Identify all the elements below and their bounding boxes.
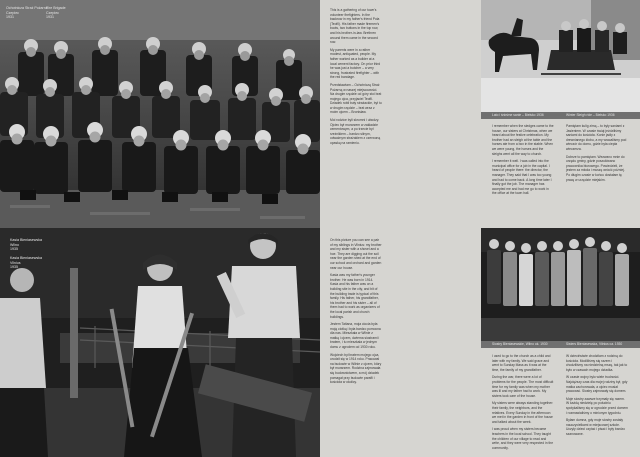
- siblings-caption-pl: [10, 238, 42, 252]
- paragraph: Dobrze to pamiętam. Wezwano mnie do urzędu gminy, gdzie poszukiwano pracownika biurowego. Powiedzieli, że jestem za młoda i muszę wrócić później. Po długim czasie w końcu dostałam tę pracę w urzędzie miejskim.: [566, 154, 625, 182]
- siblings-caption-en: [10, 256, 42, 270]
- paragraph: W dzieciństwie chodziłam z rodziną do kościoła. Modliliśmy się razem i chodziliśmy na niedzielną mszę, tak jak to było w czasach mojego dziadka.: [566, 354, 628, 372]
- sisters-caption-pl: Siostry Bieniasewskie, Wilno ok. 1930: [492, 342, 548, 346]
- paragraph: Przedstawiam – Ochotniczą Straż Pożarną w naszej miejscowości. Na drugim rzędzie od góry stoi brat mojego ojca, przyjaciel Teofil. Dziadek robił buty strażackie, był tu w drugim rzędzie – brat wraz z moim ojcem – Bronisław.: [330, 82, 382, 115]
- paragraph: I remember when the sledges came to the house, our sisters at Christmas, when we heard about the festive celebration. My brother had an sleigh at the table and the horses ate from a box in the stable. When we were young, the horses and the sleighs went all the way to church.: [492, 124, 554, 156]
- paragraph: My parents were in a rather modest, antiquated, people. My father worked as a builder at a local cement factory. On prior third he was just a butcher – a very strong, frustrated firefighter – with the red bandage.: [330, 47, 381, 80]
- fire-brigade-photo-graphic: [0, 0, 320, 228]
- middle-column-bottom: [330, 238, 382, 388]
- caption-line: 1935: [10, 265, 18, 270]
- caption-line: Wilno: [10, 242, 19, 247]
- paragraph: Kasia was my father's younger brother. He was born in 1914. Kasia and his father was on a building site in the city, and bit of the building trade is typical of this family. His father, his grandfather, his brother and his sister – all of them had to work as organizers of the local parish and church buildings.: [330, 273, 380, 319]
- caption-line: 1931: [6, 15, 14, 20]
- paragraph: Moi rodzice byli skromni i ubodzy. Ojciec był murarzem w zakładzie cementowym, a po trzecie był rzeźnikiem – bardzo silnym, odważnym strażakiem z czerwoną opaską na ramieniu.: [330, 118, 381, 146]
- paragraph: Jestem Tatiana, moja ciocia była moją ciotką i była bardzo pomocna dla nas. Mieszkała w Wilnie z matką i ojcem, dwiema siostrami i bratem, i tu mieszkała w jednym domu z ogrodem od 1930 roku.: [330, 322, 381, 350]
- paragraph: Pamiętam kulig zimą – to były saniami z Jasieniem. W czasie świąt jeździliśmy saniami do kościoła. Konie jadły z drewnianego żłobu, a my wracaliśmy pod wieczór do domu, gdzie była ciepła wieczerza.: [566, 124, 627, 151]
- right-column-en-bottom: [492, 354, 554, 453]
- caption-line: Fire Brigade: [46, 6, 66, 10]
- sisters-photo: [481, 228, 640, 341]
- caption-line: Czepiec: [6, 10, 19, 15]
- right-column-pl-top: [566, 124, 628, 185]
- caption-line: Kasia Bieniasewska: [10, 256, 42, 260]
- paragraph: During the war, there were a lot of problems for the people. The most difficult time for my family was when my mother was ill and my father had to work. My sisters took care of the house.: [492, 375, 554, 398]
- paragraph: I used to go to the church as a child and later with my family. We said grace and went to Sunday Mass as it was at the time, the family of my grandfather.: [492, 354, 551, 372]
- fire-brigade-caption-en: [46, 6, 66, 20]
- paragraph: On this picture you can see a pair of my siblings in Vilnius: my brother and my sister with a shovel and a hoe. They are digging out the soil near the garden shed at the end of our school and orchard and garden near our house.: [330, 238, 382, 270]
- paragraph: Byłam dumna, gdy moje siostry zostały nauczycielkami w miejscowej szkole. Uczyły dzieci czytać i pisać i były bardzo szanowane.: [566, 418, 625, 436]
- caption-line: Vilnius: [10, 260, 21, 265]
- sleigh-caption-pl: Lato i śnieżne sanie – Bielsko 1936: [492, 113, 544, 117]
- caption-line: Czepiec: [46, 10, 59, 15]
- caption-line: Kasia Bieniasewska: [10, 238, 42, 242]
- right-column-en-top: [492, 124, 554, 199]
- siblings-photo: [0, 228, 320, 457]
- paragraph: Moje siostry zawsze trzymały się razem. W każdą niedzielę po południu spotykaliśmy się w ogrodzie przed domem i rozmawialiśmy o minionym tygodniu.: [566, 396, 628, 415]
- sleigh-photo-graphic: [481, 0, 640, 112]
- fire-brigade-caption-pl: [6, 6, 48, 20]
- paragraph: My sisters were always standing together: their family, the neighbors, and the relatives. Every Sunday in the afternoon we met in the garden in front of the house and talked about the week.: [492, 401, 554, 424]
- caption-line: Ochotnicza Straż Pożarna: [6, 6, 48, 10]
- paragraph: W czasie wojny było wiele trudności. Najcięższy czas dla mojej rodziny był, gdy matka zachorowała, a ojciec musiał pracować. Siostry zajmowały się domem.: [566, 375, 628, 394]
- sleigh-photo: [481, 0, 640, 112]
- right-column-pl-bottom: [566, 354, 628, 440]
- sisters-photo-graphic: [481, 228, 640, 341]
- sleigh-caption-en: Winter Sleigh ride – Bielsko 1936: [566, 113, 615, 117]
- paragraph: Wojciech był bratem mojego ojca, urodził się w 1914 roku. Pracował na budowie w Wilnie z ojcem, który był murarzem. Rodzina zajmowała się budownictwem, a mój dziadek pomagał przy budowie parafii i kościoła w okolicy.: [330, 352, 382, 385]
- paragraph: I remember it well. I was called into the municipal office for a job in the capital. I heard of people there: the director, the manager. They said that I was too young and had to come back. A long time later I finally got the job. The manager has accepted me and had me go to work in the office at the town hall.: [492, 159, 552, 196]
- sisters-caption-en: Sisters Bieniasewska, Vilnius ca. 1930: [566, 342, 623, 346]
- caption-line: 1935: [10, 247, 18, 252]
- middle-column-top: [330, 8, 382, 149]
- paragraph: This is a gathering of our town's volunteer firefighters. In the backrow in my father's friend Pola (Teofil). His father made firemen's boots, two buttons in the top row, and his brother-in-law. Brethren around them came in the second row.: [330, 8, 380, 45]
- paragraph: I was proud when my sisters became teachers in the local school. They taught the children of our village to read and write, and they were very respected in the community.: [492, 427, 554, 450]
- siblings-photo-graphic: [0, 228, 320, 457]
- caption-line: 1931: [46, 15, 54, 20]
- fire-brigade-photo: [0, 0, 320, 228]
